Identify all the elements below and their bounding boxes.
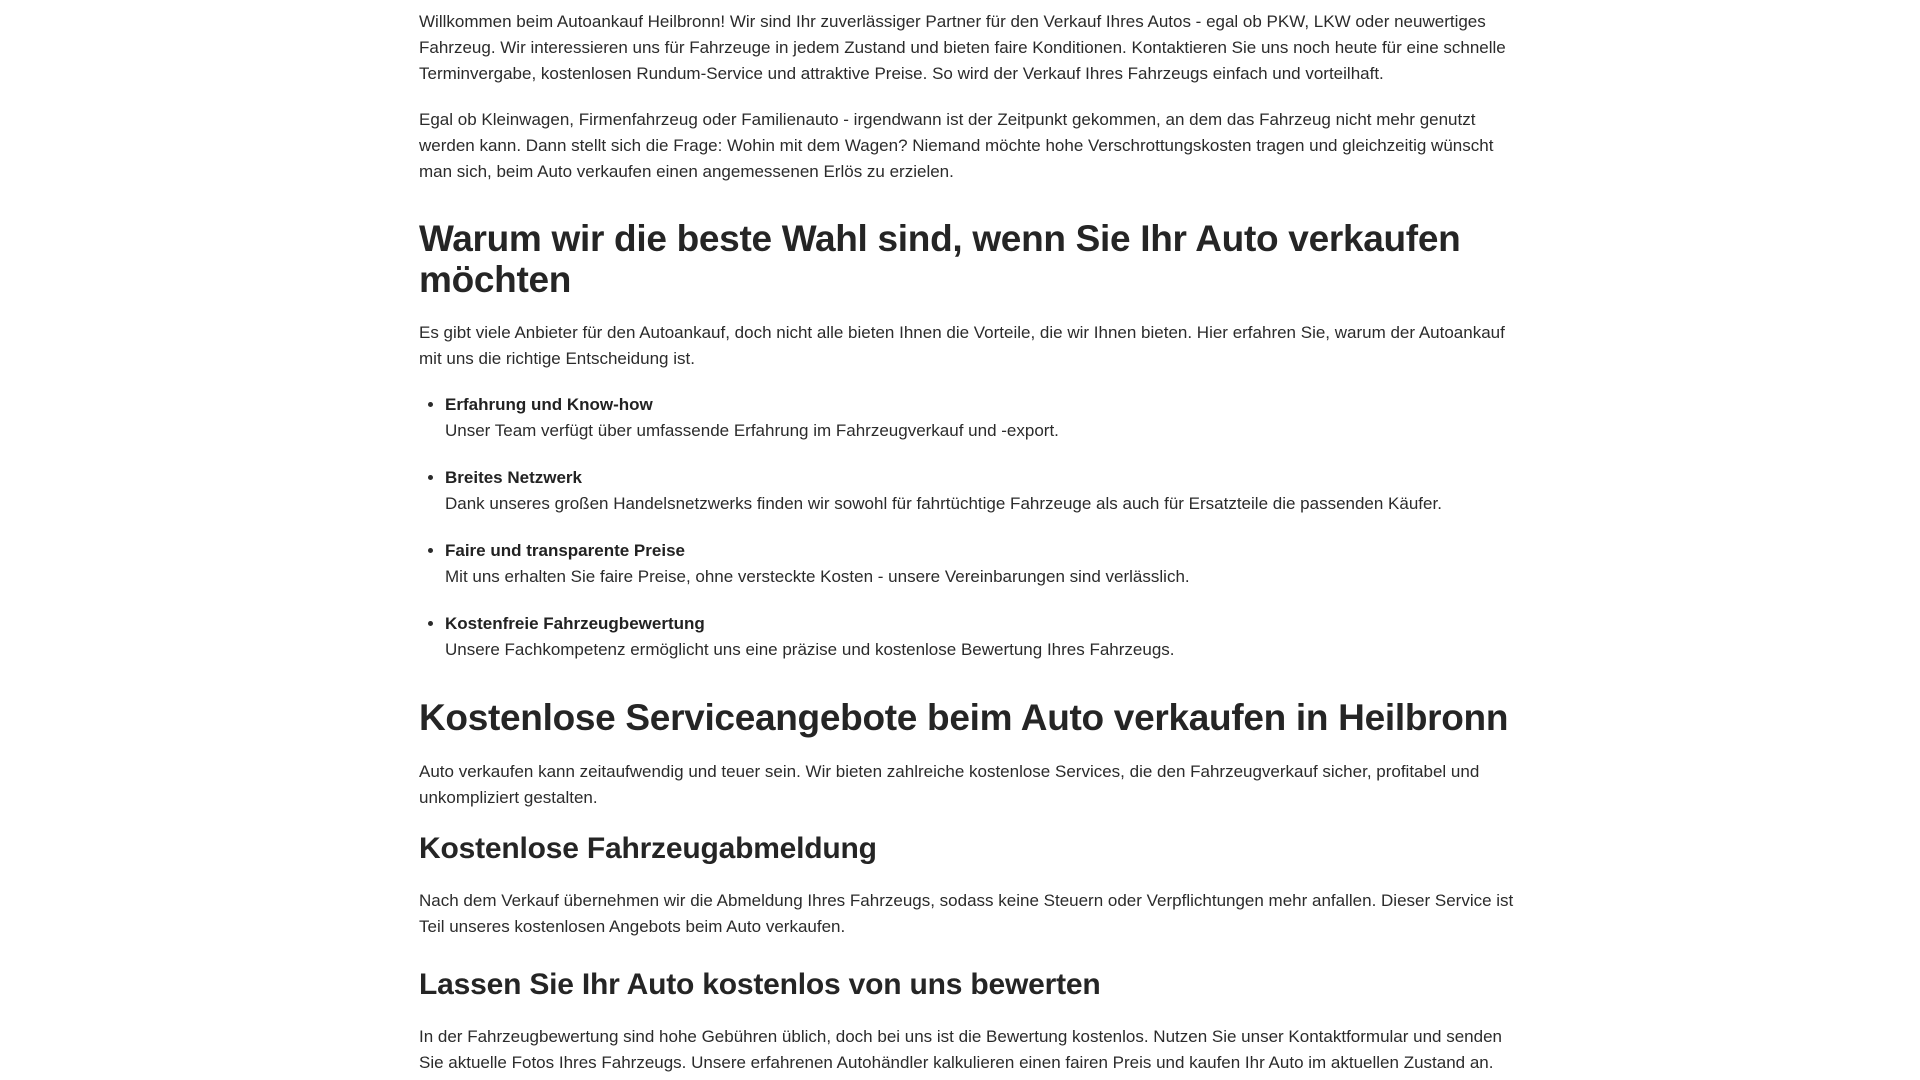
benefit-title: • Breites Netzwerk [445, 468, 583, 487]
why-paragraph: Es gibt viele Anbieter für den Autoankauf, doch nicht alle bieten Ihnen die Vorteile, die wir Ihnen bieten. Hier erfahren Sie, warum der Autoankauf mit uns die richtige Entscheidung ist. [419, 323, 1505, 368]
benefit-title: • Faire und transparente Preise [445, 541, 685, 560]
abmeldung-paragraph: Nach dem Verkauf übernehmen wir die Abmeldung Ihres Fahrzeugs, sodass keine Steuern oder Verpflichtungen mehr anfallen. Dieser Service ist Teil unseres kostenlosen Angebots beim Auto verkaufen. [419, 891, 1514, 936]
why-heading: Warum wir die beste Wahl sind, wenn Sie Ihr Auto verkaufen möchten [419, 218, 1461, 300]
list-item [445, 465, 1519, 517]
benefit-text: Unser Team verfügt über umfassende Erfahrung im Fahrzeugverkauf und -export. [445, 421, 1059, 440]
article-content [419, 0, 1519, 1076]
services-paragraph: Auto verkaufen kann zeitaufwendig und teuer sein. Wir bieten zahlreiche kostenlose Services, die den Fahrzeugverkauf sicher, profitabel und unkompliziert gestalten. [419, 762, 1480, 807]
list-item [445, 611, 1519, 663]
intro-paragraph-2: Egal ob Kleinwagen, Firmenfahrzeug oder Familienauto - irgendwann ist der Zeitpunkt gekommen, an dem das Fahrzeug nicht mehr genutzt werden kann. Dann stellt sich die Frage: Wohin mit dem Wagen? Niemand möchte hohe Verschrottungskosten tragen und gleichzeitig wünscht man sich, beim Auto verkaufen einen angemessenen Erlös zu erzielen. [419, 110, 1494, 181]
list-item [445, 538, 1519, 590]
intro-paragraph-1: Willkommen beim Autoankauf Heilbronn! Wir sind Ihr zuverlässiger Partner für den Verkauf Ihres Autos - egal ob PKW, LKW oder neuwertiges Fahrzeug. Wir interessieren uns für Fahrzeuge in jedem Zustand und bieten faire Konditionen. Kontaktieren Sie uns noch heute für eine schnelle Terminvergabe, kostenlosen Rundum-Service und attraktive Preise. So wird der Verkauf Ihres Fahrzeugs einfach und vorteilhaft. [419, 12, 1506, 83]
bewerten-heading: Lassen Sie Ihr Auto kostenlos von uns bewerten [419, 968, 1101, 1001]
abmeldung-heading: Kostenlose Fahrzeugabmeldung [419, 832, 877, 865]
services-heading: Kostenlose Serviceangebote beim Auto verkaufen in Heilbronn [419, 697, 1509, 738]
list-item [445, 392, 1519, 444]
benefit-text: Mit uns erhalten Sie faire Preise, ohne versteckte Kosten - unsere Vereinbarungen sind verlässlich. [445, 567, 1190, 586]
bewerten-paragraph: In der Fahrzeugbewertung sind hohe Gebühren üblich, doch bei uns ist die Bewertung kostenlos. Nutzen Sie unser Kontaktformular und senden Sie aktuelle Fotos Ihres Fahrzeugs. Unsere erfahrenen Autohändler kalkulieren einen fairen Preis und kaufen Ihr Auto im aktuellen Zustand an. [419, 1027, 1503, 1072]
benefit-title: • Erfahrung und Know-how [445, 395, 653, 414]
benefit-title: • Kostenfreie Fahrzeugbewertung [445, 614, 705, 633]
benefit-text: Dank unseres großen Handelsnetzwerks finden wir sowohl für fahrtüchtige Fahrzeuge als auch für Ersatzteile die passenden Käufer. [445, 494, 1442, 513]
benefits-list [419, 392, 1519, 663]
benefit-text: Unsere Fachkompetenz ermöglicht uns eine präzise und kostenlose Bewertung Ihres Fahrzeugs. [445, 640, 1175, 659]
